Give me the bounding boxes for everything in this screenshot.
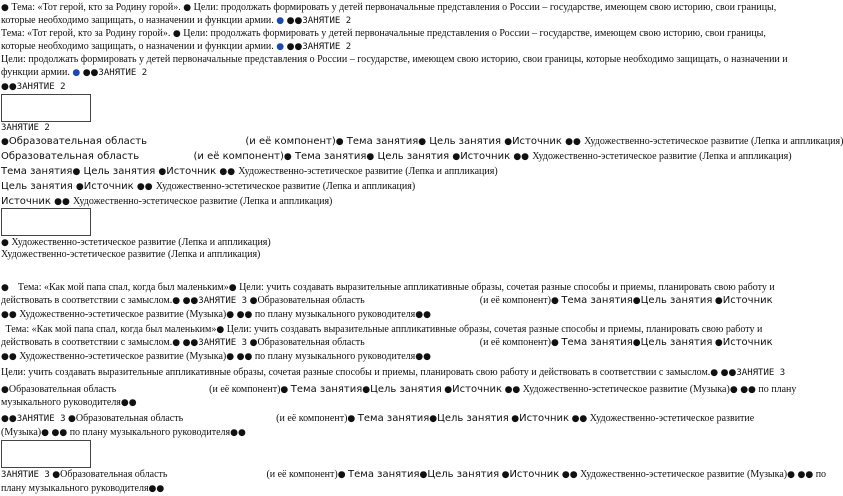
- bullet-icon: ●: [714, 338, 723, 348]
- empty-box: [1, 440, 91, 468]
- goal-text-cont: которые необходимо защищать, о назначении и функции армии.: [1, 15, 274, 26]
- bullet-icon: ●: [1, 238, 9, 248]
- bullet-icon: ●: [276, 16, 285, 26]
- double-bullet-icon: ●●: [504, 385, 521, 395]
- lesson-label: ЗАНЯТИЕ 2: [16, 82, 66, 92]
- doc-row-5: [1, 195, 332, 209]
- theme-label: Тема занятия: [1, 166, 73, 177]
- empty-box: [1, 208, 91, 236]
- doc-line-6: [1, 66, 147, 80]
- double-bullet-icon: ●●: [219, 167, 236, 177]
- art-lepka-text: Художественно-эстетическое развитие (Лепка и аппликация): [584, 136, 843, 147]
- bullet-icon: ●: [276, 42, 285, 52]
- source-label: Источник: [166, 166, 217, 177]
- goal-label: Цель занятия: [83, 166, 156, 177]
- edu-area-label: Образовательная область: [75, 413, 184, 424]
- double-bullet-icon: ●●: [1, 310, 17, 320]
- bullet-icon: ●: [249, 338, 258, 348]
- double-bullet-icon: ●●: [513, 152, 530, 162]
- double-bullet-icon: ●●: [236, 310, 253, 320]
- art-lepka-text: Художественно-эстетическое развитие (Лепка и аппликация): [238, 166, 498, 177]
- double-bullet-icon: ●●: [182, 338, 199, 348]
- double-bullet-icon: ●●: [797, 470, 814, 480]
- music-short: (Музыка): [1, 427, 42, 438]
- art-music-text: Художественно-эстетическое развитие (Музыка): [19, 351, 227, 362]
- double-bullet-icon: ●●: [182, 296, 199, 306]
- source-label: Источник: [722, 295, 773, 306]
- goal-text: Цели: учить создавать выразительные аппликативные образы, сочетая разные способы и приемы, планировать свою работу и: [239, 282, 775, 293]
- goal-label: Цель занятия: [429, 136, 502, 147]
- bullet-icon: ●: [710, 368, 719, 378]
- double-bullet-icon: ●●: [136, 182, 153, 192]
- goal-label: Цель занятия: [640, 295, 713, 306]
- component-label: (и её компонент): [193, 151, 284, 162]
- bullet-icon: ●: [1, 137, 9, 147]
- double-bullet-icon: ●●: [561, 470, 578, 480]
- goal-label: Цель занятия: [1, 181, 73, 192]
- bullet-icon: ●: [158, 167, 167, 177]
- double-bullet-icon: ●●: [286, 42, 303, 52]
- plan-text: по плану музыкального руководителя: [69, 427, 231, 438]
- goal-text-cont: функции армии.: [1, 67, 70, 78]
- theme-text: Тема: «Как мой папа спал, когда был маленьким»: [5, 324, 217, 335]
- goal-text: Цели: продолжать формировать у детей первоначальные представления о России – государстве, имеющем свою историю, свои границы, которые необходимо защищать, о назначении и: [1, 54, 788, 65]
- bullet-icon: ●: [72, 68, 81, 78]
- bullet-icon: ●: [729, 385, 738, 395]
- bullet-icon: ●: [632, 338, 641, 348]
- component-label: (и её компонент): [276, 413, 348, 424]
- goal-text-cont: которые необходимо защищать, о назначении и функции армии.: [1, 41, 274, 52]
- goal-text: Цели: учить создавать выразительные аппликативные образы, сочетая разные способы и приемы, планировать свою работу и: [226, 324, 763, 335]
- lesson-label: ЗАНЯТИЕ 3: [198, 296, 248, 306]
- doc-line-l3-11: [1, 426, 246, 440]
- bullet-icon: ●: [335, 137, 344, 147]
- double-bullet-icon: ●●: [236, 352, 253, 362]
- lesson-label: ЗАНЯТИЕ 3: [16, 414, 66, 424]
- doc-line-l3-8: [1, 383, 796, 397]
- theme-label: Тема занятия: [348, 469, 420, 480]
- bullet-icon: ●: [444, 385, 453, 395]
- doc-row-2: [1, 150, 792, 164]
- doc-line-l3-3: [1, 308, 431, 322]
- doc-line-l3-10: [1, 412, 754, 426]
- goal-label: Цель занятия: [437, 413, 509, 424]
- source-label: Источник: [509, 469, 560, 480]
- component-label: (и её компонент): [266, 469, 338, 480]
- theme-label: Тема занятия: [294, 151, 367, 162]
- component-label: (и её компонент): [479, 295, 551, 306]
- theme-text: Тема: «Тот герой, кто за Родину горой».: [11, 2, 181, 13]
- doc-line-7: [1, 80, 66, 94]
- theme-label: Тема занятия: [561, 337, 633, 348]
- doc-line-l3-12: [1, 468, 826, 482]
- bullet-icon: ●: [72, 167, 81, 177]
- double-bullet-icon: ●●: [720, 368, 737, 378]
- source-label: Источник: [722, 337, 773, 348]
- art-music-text: Художественно-эстетическое развитие (Музыка): [522, 384, 730, 395]
- art-music-text: Художественно-эстетическое развитие (Музыка): [580, 469, 788, 480]
- lesson-label: ЗАНЯТИЕ 3: [1, 470, 50, 480]
- doc-line-l3-9: [1, 396, 137, 410]
- component-label: (и её компонент): [209, 384, 281, 395]
- source-label: Источник: [512, 136, 562, 147]
- art-lepka-text: Художественно-эстетическое развитие (Лепка и аппликация): [73, 196, 333, 207]
- double-bullet-icon: ●●: [286, 16, 303, 26]
- theme-label: Тема занятия: [357, 413, 430, 424]
- goal-text: Цели: учить создавать выразительные аппликативные образы, сочетая разные способы и приемы, планировать свою работу и действовать в соответствии с замыслом.: [1, 367, 711, 378]
- doc-line-l3-1: [1, 281, 775, 295]
- doc-line-art-2: [1, 248, 260, 261]
- bullet-icon: ●: [75, 182, 84, 192]
- doc-line-l3-4: [1, 323, 762, 337]
- bullet-icon: ●: [1, 283, 9, 293]
- edu-area-label: Образовательная область: [60, 469, 168, 480]
- bullet-icon: ●: [283, 152, 292, 162]
- art-lepka-text: Художественно-эстетическое развитие (Лепка и аппликация): [1, 249, 261, 260]
- bullet-icon: ●: [714, 296, 723, 306]
- double-bullet-icon: ●●: [1, 82, 17, 92]
- source-label: Источник: [452, 384, 503, 395]
- doc-line-4: [1, 40, 351, 54]
- edu-area-label: Образовательная область: [8, 136, 147, 147]
- double-bullet-icon: ●●: [54, 197, 70, 207]
- bullet-icon: ●: [787, 470, 795, 480]
- empty-box: [1, 94, 91, 122]
- lesson-label: ЗАНЯТИЕ 3: [198, 338, 248, 348]
- bullet-icon: ●: [226, 310, 235, 320]
- theme-text: Тема: «Тот герой, кто за Родину горой».: [1, 28, 171, 39]
- plan-text: по плану музыкального руководителя: [254, 309, 416, 320]
- bullet-icon: ●: [216, 325, 225, 335]
- doc-line-2: [1, 14, 351, 28]
- double-bullet-icon: ●●: [415, 352, 431, 362]
- edu-area-label: Образовательная область: [257, 295, 365, 306]
- doc-line-l3-7: [1, 366, 785, 380]
- component-label: (и её компонент): [245, 136, 336, 147]
- theme-label: Тема занятия: [561, 295, 633, 306]
- bullet-icon: ●: [41, 428, 49, 438]
- double-bullet-icon: ●●: [571, 414, 588, 424]
- bullet-icon: ●: [183, 3, 192, 13]
- double-bullet-icon: ●●: [1, 352, 17, 362]
- bullet-icon: ●: [419, 470, 428, 480]
- doc-line-l3-5: [1, 336, 773, 350]
- plan-text: по плану музыкального руководителя: [254, 351, 416, 362]
- art-lepka-text: Художественно-эстетическое развитие (Лепка и аппликация): [532, 151, 792, 162]
- doc-row-4: [1, 180, 415, 194]
- bullet-icon: ●: [172, 338, 181, 348]
- source-label: Источник: [83, 181, 134, 192]
- doc-line-l3-13: [1, 482, 164, 496]
- bullet-icon: ●: [249, 296, 258, 306]
- bullet-icon: ●: [366, 152, 375, 162]
- bullet-icon: ●: [172, 29, 181, 39]
- goal-text-cont: действовать в соответствии с замыслом.: [1, 337, 173, 348]
- edu-area-label: Образовательная область: [257, 337, 365, 348]
- art-lepka-text: Художественно-эстетическое развитие (Лепка и аппликация): [11, 237, 271, 248]
- theme-label: Тема занятия: [346, 136, 419, 147]
- doc-line-5: [1, 53, 788, 66]
- doc-row-1: [1, 135, 843, 149]
- plan-text-head: по: [815, 469, 827, 480]
- double-bullet-icon: ●●: [230, 428, 246, 438]
- double-bullet-icon: ●●: [120, 398, 137, 408]
- art-music-text: Художественно-эстетическое развитие (Музыка): [19, 309, 227, 320]
- edu-area-label: Образовательная область: [1, 151, 140, 162]
- double-bullet-icon: ●●: [740, 385, 756, 395]
- source-label: Источник: [1, 196, 51, 207]
- source-label: Источник: [519, 413, 570, 424]
- goal-text: Цели: продолжать формировать у детей первоначальные представления о России – государстве, имеющем свою историю, свои границы,: [193, 2, 777, 13]
- edu-area-label: Образовательная область: [8, 384, 117, 395]
- plan-text-head: по плану: [758, 384, 797, 395]
- bullet-icon: ●: [68, 414, 76, 424]
- plan-text-tail: плану музыкального руководителя: [1, 483, 149, 494]
- double-bullet-icon: ●●: [82, 68, 99, 78]
- bullet-icon: ●: [228, 283, 237, 293]
- bullet-icon: ●: [362, 385, 371, 395]
- bullet-icon: ●: [280, 385, 289, 395]
- double-bullet-icon: ●●: [148, 484, 165, 494]
- bullet-icon: ●: [52, 470, 61, 480]
- bullet-icon: ●: [632, 296, 641, 306]
- doc-line-3: [1, 27, 766, 41]
- doc-line-1: [1, 1, 776, 15]
- bullet-icon: ●: [550, 338, 559, 348]
- plan-text-tail: музыкального руководителя: [1, 397, 121, 408]
- goal-text-cont: действовать в соответствии с замыслом.: [1, 295, 173, 306]
- bullet-icon: ●: [1, 385, 9, 395]
- goal-label: Цель занятия: [377, 151, 450, 162]
- doc-line-l3-2: [1, 294, 773, 308]
- lesson-label: ЗАНЯТИЕ 2: [1, 123, 50, 133]
- goal-text: Цели: продолжать формировать у детей первоначальные представления о России – государстве, имеющем свою историю, свои границы,: [183, 28, 766, 39]
- art-lepka-text: Художественно-эстетическое развитие (Лепка и аппликация): [155, 181, 416, 192]
- goal-label: Цель занятия: [640, 337, 713, 348]
- bullet-icon: ●: [337, 470, 346, 480]
- bullet-icon: ●: [452, 152, 461, 162]
- art-text-head: Художественно-эстетическое развитие: [589, 413, 755, 424]
- theme-text: Тема: «Как мой папа спал, когда был маленьким»: [17, 282, 229, 293]
- double-bullet-icon: ●●: [415, 310, 431, 320]
- bullet-icon: ●: [418, 137, 427, 147]
- double-bullet-icon: ●●: [1, 414, 17, 424]
- component-label: (и её компонент): [479, 337, 551, 348]
- goal-label: Цель занятия: [427, 469, 500, 480]
- bullet-icon: ●: [172, 296, 181, 306]
- theme-label: Тема занятия: [290, 384, 363, 395]
- lesson-label: ЗАНЯТИЕ 3: [736, 368, 786, 378]
- bullet-icon: ●: [347, 414, 356, 424]
- doc-line-l3-6: [1, 350, 431, 364]
- bullet-icon: ●: [501, 470, 510, 480]
- bullet-icon: ●: [226, 352, 235, 362]
- lesson-label: ЗАНЯТИЕ 2: [302, 16, 352, 26]
- bullet-icon: ●: [504, 137, 513, 147]
- double-bullet-icon: ●●: [51, 428, 68, 438]
- lesson-label: ЗАНЯТИЕ 2: [302, 42, 352, 52]
- goal-label: Цель занятия: [370, 384, 442, 395]
- bullet-icon: ●: [550, 296, 559, 306]
- bullet-icon: ●: [1, 3, 9, 13]
- bullet-icon: ●: [511, 414, 520, 424]
- lesson-label: ЗАНЯТИЕ 2: [98, 68, 148, 78]
- source-label: Источник: [460, 151, 511, 162]
- double-bullet-icon: ●●: [565, 137, 581, 147]
- bullet-icon: ●: [429, 414, 438, 424]
- doc-row-3: [1, 165, 498, 179]
